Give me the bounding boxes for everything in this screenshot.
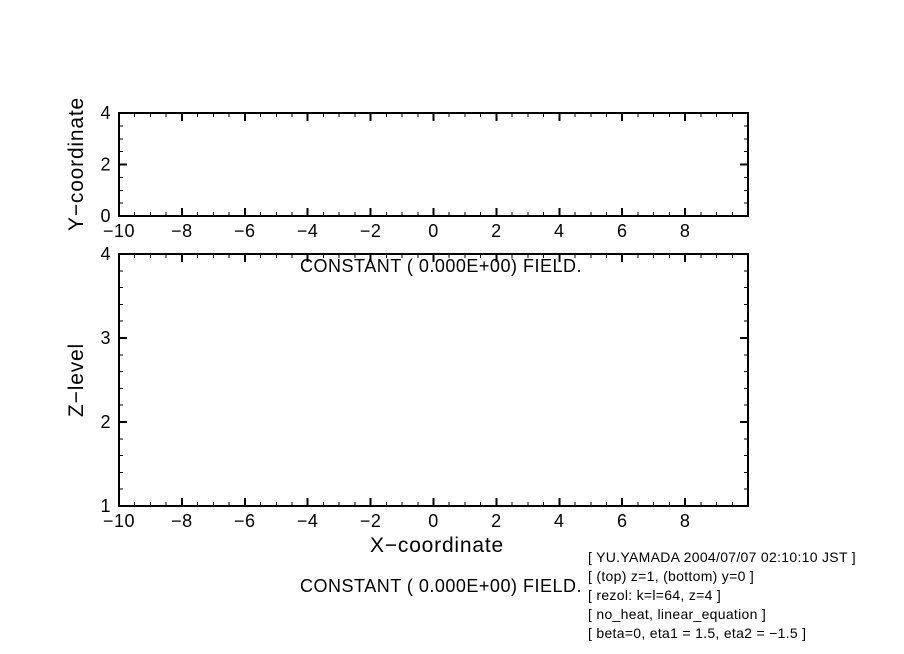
x-tick-label: 8 [679, 221, 691, 241]
y-axis-title-bottom: Z−level [65, 343, 88, 417]
annotation-line-stamp: [ YU.YAMADA 2004/07/07 02:10:10 JST ] [588, 549, 856, 565]
y-tick-label: 2 [100, 412, 111, 432]
x-tick-label: 4 [554, 511, 565, 531]
y-tick-label: 4 [100, 103, 111, 123]
plot-box-1 [119, 254, 748, 506]
x-tick-label: −4 [296, 221, 319, 241]
x-tick-label: −8 [171, 221, 193, 241]
x-tick-label: −2 [359, 221, 382, 241]
x-tick-label: −2 [359, 511, 382, 531]
annotation-line-params: [ beta=0, eta1 = 1.5, eta2 = −1.5 ] [588, 625, 807, 641]
x-tick-label: −4 [296, 511, 319, 531]
y-axis-title-top: Y−coordinate [65, 97, 88, 231]
y-tick-label: 1 [100, 496, 111, 516]
y-tick-label: 0 [100, 206, 111, 226]
y-tick-label: 4 [100, 244, 111, 264]
y-tick-label: 3 [100, 328, 111, 348]
x-tick-label: −10 [102, 511, 136, 531]
x-tick-label: 0 [428, 221, 439, 241]
x-tick-label: −6 [234, 511, 256, 531]
x-tick-label: 2 [491, 221, 502, 241]
x-tick-label: 0 [428, 511, 439, 531]
annotation-line-rezol: [ rezol: k=l=64, z=4 ] [588, 587, 722, 603]
x-tick-label: −6 [234, 221, 256, 241]
y-tick-label: 2 [100, 154, 111, 175]
annotation-line-model: [ no_heat, linear_equation ] [588, 606, 767, 622]
plot-box-0 [119, 113, 748, 216]
x-tick-label: 4 [554, 221, 565, 241]
annotation-line-slices: [ (top) z=1, (bottom) y=0 ] [588, 568, 755, 584]
x-tick-label: 6 [616, 511, 628, 531]
annotation-block [588, 548, 856, 643]
x-tick-label: −10 [102, 221, 136, 241]
x-tick-label: 8 [679, 511, 691, 531]
field-caption-top: CONSTANT ( 0.000E+00) FIELD. [300, 256, 582, 276]
x-tick-label: 2 [491, 511, 502, 531]
field-caption-bottom: CONSTANT ( 0.000E+00) FIELD. [300, 576, 582, 596]
x-tick-label: −8 [171, 511, 193, 531]
x-axis-title: X−coordinate [370, 534, 504, 557]
x-tick-label: 6 [616, 221, 628, 241]
